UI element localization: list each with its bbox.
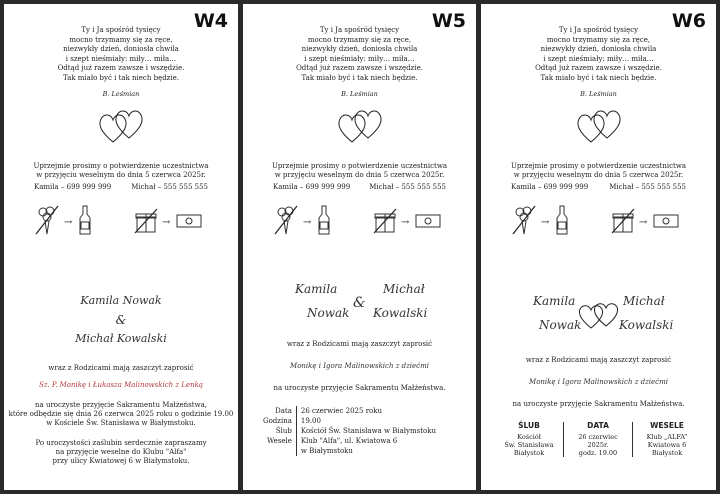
rsvp-text: [481, 162, 716, 180]
bottle-icon: [317, 204, 331, 236]
money-icon: [176, 214, 202, 228]
details-label: Ślub: [259, 426, 296, 436]
poem-line: Odtąd już razem zawsze i wszędzie.: [296, 64, 423, 72]
arrow-icon: →: [303, 217, 312, 228]
poem-line: niezwykły dzień, doniosła chwila: [301, 45, 418, 53]
rsvp-text: [243, 162, 476, 180]
ceremony-text: [4, 401, 238, 428]
rsvp-text: [4, 162, 238, 180]
no-gift-icon: [134, 208, 158, 234]
bride-last-name: Nowak: [307, 306, 350, 320]
two-hearts-icon: [575, 108, 623, 146]
rsvp-line: Uprzejmie prosimy o potwierdzenie uczestnictwa: [33, 162, 209, 170]
ceremony-line: w Kościele Św. Stanisława w Białymstoku.: [46, 419, 196, 427]
contact-bride: Kamila – 699 999 999: [34, 183, 112, 191]
bride-first-name: Kamila: [295, 282, 338, 296]
poem-line: mocno trzymamy się za ręce,: [69, 35, 173, 44]
details-value: w Białymstoku: [300, 447, 353, 455]
details-row: [259, 436, 440, 446]
gift-preferences: [34, 204, 214, 238]
details-value: Klub "Alfa", ul. Kwiatowa 6: [300, 437, 398, 445]
details-table: [259, 406, 440, 456]
arrow-icon: →: [401, 217, 410, 228]
ceremony-line: na uroczyste przyjęcie Sakramentu Małżeństwa,: [35, 401, 207, 409]
no-flowers-icon: [34, 204, 60, 236]
two-hearts-icon: [336, 108, 384, 146]
contact-groom: Michał – 555 555 555: [369, 183, 446, 191]
details-label: Godzina: [259, 416, 296, 426]
parents-line: wraz z Rodzicami mają zaszczyt zaprosić: [286, 340, 433, 348]
gift-preferences: [273, 204, 453, 238]
parents-line: wraz z Rodzicami mają zaszczyt zaprosić: [525, 356, 672, 364]
two-hearts-icon: [97, 108, 145, 146]
arrow-icon: →: [541, 217, 550, 228]
no-gift-icon: [611, 208, 635, 234]
contact-bride: Kamila – 699 999 999: [273, 183, 351, 191]
invitation-card-w4: [4, 4, 238, 490]
column-heading: ŚLUB: [518, 421, 540, 430]
parents-line: wraz z Rodzicami mają zaszczyt zaprosić: [48, 364, 194, 372]
details-label: Wesele: [259, 436, 296, 446]
poem-line: Ty i Ja spośród tysięcy: [558, 26, 639, 34]
reception-line: na przyjęcie weselne do Klubu "Alfa": [55, 448, 187, 456]
contact-bride: Kamila – 699 999 999: [511, 183, 589, 191]
invitation-card-w5: [243, 4, 476, 490]
guest-line: Monikę i Igora Malinowskich z dziećmi: [529, 378, 668, 386]
groom-last-name: Kowalski: [373, 306, 428, 320]
poem-author: B. Leśmian: [102, 90, 140, 98]
bride-first-name: Kamila: [533, 294, 576, 308]
ceremony-line: które odbędzie się dnia 26 czerwca 2025 roku o godzinie 19.00: [8, 410, 234, 418]
no-flowers-icon: [511, 204, 537, 236]
rsvp-line: w przyjęciu weselnym do dnia 5 czerwca 2025r.: [274, 171, 445, 179]
reception-column: [633, 422, 701, 457]
column-line: Kościół: [517, 433, 541, 441]
bride-name: Kamila Nowak: [80, 294, 162, 307]
guest-line: Monikę i Igora Malinowskich z dziećmi: [290, 362, 429, 370]
rsvp-line: Uprzejmie prosimy o potwierdzenie uczestnictwa: [271, 162, 448, 170]
ampersand: &: [115, 313, 127, 327]
two-hearts-icon: [577, 300, 621, 332]
ampersand: &: [353, 295, 366, 311]
details-value: 19.00: [300, 417, 321, 425]
guest-line: Sz. P. Monikę i Łukasza Malinowskich z Lenką: [38, 381, 204, 389]
details-label: Data: [259, 406, 296, 416]
details-row: [259, 446, 440, 456]
column-line: Białystok: [513, 449, 545, 457]
rsvp-line: w przyjęciu weselnym do dnia 5 czerwca 2025r.: [513, 171, 684, 179]
poem-line: mocno trzymamy się za ręce,: [546, 35, 651, 44]
poem-line: Odtąd już razem zawsze i wszędzie.: [535, 64, 662, 72]
arrow-icon: →: [639, 217, 648, 228]
ceremony-line: na uroczyste przyjęcie Sakramentu Małżeństwa.: [273, 384, 446, 392]
details-value: Kościół Św. Stanisława w Białymstoku: [300, 427, 436, 435]
event-details: [495, 422, 701, 457]
groom-first-name: Michał: [623, 294, 665, 308]
column-line: Kwiatowa 6: [647, 441, 687, 449]
column-heading: WESELE: [650, 421, 684, 430]
contact-groom: Michał – 555 555 555: [609, 183, 686, 191]
poem: [243, 26, 476, 83]
gift-preferences: [511, 204, 691, 238]
date-column: [564, 422, 632, 457]
column-line: Klub „ALFA”: [646, 433, 688, 441]
no-flowers-icon: [273, 204, 299, 236]
details-row: [259, 426, 440, 436]
bottle-icon: [78, 204, 92, 236]
poem-line: Tak miało być i tak niech będzie.: [301, 73, 418, 82]
rsvp-line: w przyjęciu weselnym do dnia 5 czerwca 2025r.: [36, 171, 206, 179]
poem-line: i szept nieśmiały: miły… miła…: [304, 54, 415, 63]
contact-groom: Michał – 555 555 555: [131, 183, 208, 191]
reception-text: [4, 439, 238, 466]
poem-line: i szept nieśmiały: miły… miła…: [543, 54, 654, 63]
groom-last-name: Kowalski: [619, 318, 674, 332]
column-line: 2025r.: [587, 441, 609, 449]
poem: [481, 26, 716, 83]
details-row: [259, 416, 440, 426]
column-heading: DATA: [587, 421, 609, 430]
poem-line: mocno trzymamy się za ręce,: [307, 35, 412, 44]
invitation-card-w6: [481, 4, 716, 490]
poem-line: Ty i Ja spośród tysięcy: [319, 26, 400, 34]
card-code: W4: [193, 10, 228, 32]
reception-line: Po uroczystości zaślubin serdecznie zapraszamy: [35, 439, 207, 447]
groom-first-name: Michał: [383, 282, 425, 296]
poem-author: B. Leśmian: [341, 90, 378, 98]
rsvp-line: Uprzejmie prosimy o potwierdzenie uczestnictwa: [510, 162, 687, 170]
column-line: godz. 19.00: [578, 449, 618, 457]
money-icon: [653, 214, 679, 228]
card-code: W6: [671, 10, 706, 32]
poem-line: Tak miało być i tak niech będzie.: [63, 73, 179, 82]
groom-name: Michał Kowalski: [75, 332, 167, 345]
card-code: W5: [431, 10, 466, 32]
poem-line: i szept nieśmiały: miły… miła…: [65, 54, 177, 63]
details-value: 26 czerwiec 2025 roku: [300, 407, 383, 415]
poem: [4, 26, 238, 83]
no-gift-icon: [373, 208, 397, 234]
details-row: [259, 406, 440, 416]
column-line: Białystok: [651, 449, 683, 457]
poem-line: Ty i Ja spośród tysięcy: [81, 26, 161, 34]
poem-line: niezwykły dzień, doniosła chwila: [540, 45, 657, 53]
poem-author: B. Leśmian: [580, 90, 617, 98]
reception-line: przy ulicy Kwiatowej 6 w Białymstoku.: [52, 457, 190, 465]
ceremony-line: na uroczyste przyjęcie Sakramentu Małżeństwa.: [512, 400, 685, 408]
money-icon: [415, 214, 441, 228]
poem-line: niezwykły dzień, doniosła chwila: [63, 45, 179, 53]
poem-line: Odtąd już razem zawsze i wszędzie.: [57, 64, 185, 72]
poem-line: Tak miało być i tak niech będzie.: [540, 73, 657, 82]
arrow-icon: →: [162, 217, 171, 228]
ceremony-column: [495, 422, 563, 457]
bride-last-name: Nowak: [539, 318, 582, 332]
column-line: Św. Stanisława: [504, 441, 554, 449]
column-line: 26 czerwiec: [578, 433, 618, 441]
arrow-icon: →: [64, 217, 73, 228]
details-label: [259, 446, 296, 456]
bottle-icon: [555, 204, 569, 236]
